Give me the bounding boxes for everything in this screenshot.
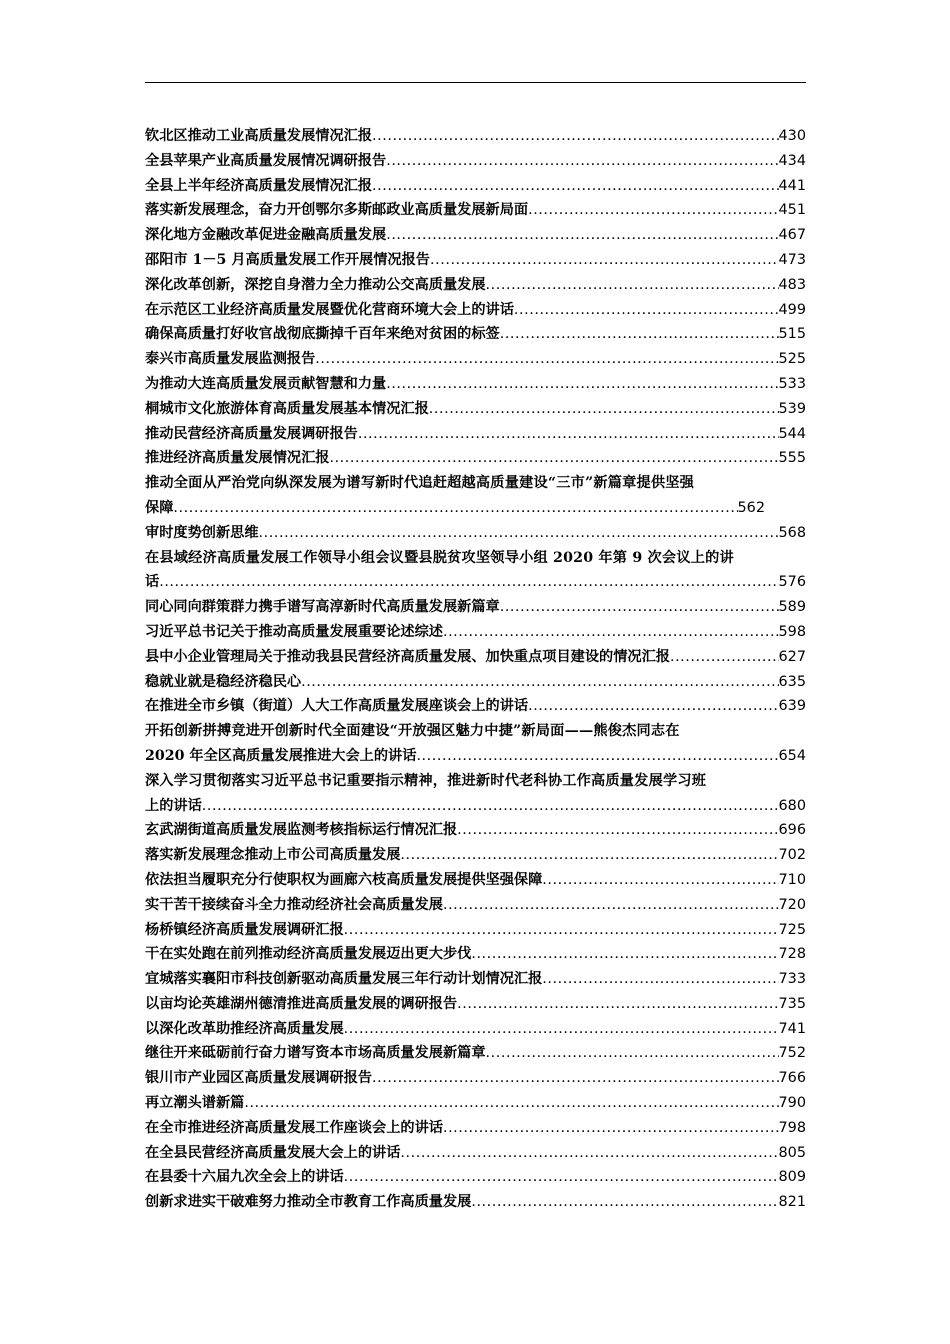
toc-entry-page-number: 430 bbox=[778, 128, 806, 144]
toc-entry-page-number: 720 bbox=[778, 896, 806, 913]
toc-entry-page-number: 434 bbox=[778, 152, 806, 169]
dot-leader bbox=[301, 670, 778, 695]
toc-entry-page-number: 499 bbox=[778, 301, 806, 318]
dot-leader bbox=[386, 372, 778, 397]
toc-entry-title: 推动民营经济高质量发展调研报告 bbox=[145, 425, 358, 442]
toc-entry-title: 依法担当履职充分行使职权为画廊六枝高质量发展提供坚强保障 bbox=[145, 871, 543, 888]
dot-leader bbox=[429, 397, 779, 422]
dot-leader bbox=[486, 1041, 779, 1066]
dot-leader bbox=[514, 298, 779, 323]
dot-leader bbox=[386, 149, 778, 174]
toc-entry-title: 县中小企业管理局关于推动我县民营经济高质量发展、加快重点项目建设的情况汇报 bbox=[145, 648, 670, 665]
dot-leader bbox=[400, 843, 778, 868]
dot-leader bbox=[329, 446, 778, 471]
toc-entry-page-number: 752 bbox=[778, 1045, 806, 1062]
toc-entry[interactable] bbox=[145, 595, 806, 620]
toc-entry-page-number: 544 bbox=[778, 425, 806, 442]
toc-entry-title: 稳就业就是稳经济稳民心 bbox=[145, 673, 302, 690]
toc-entry-title: 邵阳市 1－5 月高质量发展工作开展情况报告 bbox=[145, 251, 430, 268]
dot-leader bbox=[344, 918, 779, 943]
dot-leader bbox=[202, 794, 779, 819]
header-rule bbox=[145, 82, 806, 83]
toc-entry[interactable] bbox=[145, 967, 806, 992]
toc-entry[interactable] bbox=[145, 719, 806, 769]
toc-entry-page-number: 483 bbox=[778, 276, 806, 293]
toc-entry-title: 继往开来砥砺前行奋力谱写资本市场高质量发展新篇章 bbox=[145, 1045, 486, 1062]
toc-entry-page-number: 725 bbox=[778, 921, 806, 938]
toc-entry[interactable] bbox=[145, 521, 806, 546]
toc-entry-title-line: 在县域经济高质量发展工作领导小组会议暨县脱贫攻坚领导小组 2020 年第 9 次会议上的讲 bbox=[145, 549, 734, 566]
toc-entry-page-number: 576 bbox=[778, 574, 806, 591]
toc-entry[interactable] bbox=[145, 198, 806, 223]
toc-entry-page-number: 790 bbox=[778, 1095, 806, 1112]
toc-entry[interactable] bbox=[145, 248, 806, 273]
toc-entry-page-number: 654 bbox=[778, 747, 806, 764]
dot-leader bbox=[400, 1141, 778, 1166]
toc-entry-title: 实干苦干接续奋斗全力推动经济社会高质量发展 bbox=[145, 896, 443, 913]
toc-entry-title: 推进经济高质量发展情况汇报 bbox=[145, 450, 330, 467]
dot-leader bbox=[244, 1091, 778, 1116]
toc-entry-page-number: 467 bbox=[778, 227, 806, 244]
toc-entry[interactable] bbox=[145, 471, 806, 521]
toc-entry-page-number: 798 bbox=[778, 1119, 806, 1136]
toc-entry-title: 泰兴市高质量发展监测报告 bbox=[145, 351, 316, 368]
toc-entry[interactable] bbox=[145, 620, 806, 645]
toc-entry-title: 宜城落实襄阳市科技创新驱动高质量发展三年行动计划情况汇报 bbox=[145, 971, 543, 988]
toc-entry-title: 在推进全市乡镇（街道）人大工作高质量发展座谈会上的讲话 bbox=[145, 698, 529, 715]
dot-leader bbox=[528, 694, 778, 719]
dot-leader bbox=[430, 248, 779, 273]
dot-leader bbox=[173, 496, 737, 521]
dot-leader bbox=[416, 744, 778, 769]
toc-entry[interactable] bbox=[145, 1190, 806, 1215]
dot-leader bbox=[443, 620, 779, 645]
toc-entry[interactable] bbox=[145, 1091, 806, 1116]
toc-entry-title-line: 推动全面从严治党向纵深发展为谱写新时代追赶超越高质量建设“三市”新篇章提供坚强 bbox=[145, 475, 695, 492]
dot-leader bbox=[471, 942, 778, 967]
toc-entry-page-number: 696 bbox=[778, 822, 806, 839]
toc-entry[interactable] bbox=[145, 918, 806, 943]
toc-entry-title: 在全县民营经济高质量发展大会上的讲话 bbox=[145, 1144, 401, 1161]
toc-entry[interactable] bbox=[145, 670, 806, 695]
dot-leader bbox=[372, 174, 779, 199]
toc-entry-title: 落实新发展理念，奋力开创鄂尔多斯邮政业高质量发展新局面 bbox=[145, 202, 529, 219]
toc-entry[interactable] bbox=[145, 893, 806, 918]
toc-entry[interactable] bbox=[145, 124, 806, 149]
toc-entry[interactable] bbox=[145, 273, 806, 298]
toc-entry-page-number: 568 bbox=[778, 524, 806, 541]
toc-entry-page-number: 735 bbox=[778, 995, 806, 1012]
toc-entry-title: 杨桥镇经济高质量发展调研汇报 bbox=[145, 921, 344, 938]
toc-entry-title-line: 开拓创新拼搏竞进开创新时代全面建设“开放强区魅力中捷”新局面——熊俊杰同志在 bbox=[145, 723, 680, 740]
dot-leader bbox=[528, 198, 778, 223]
dot-leader bbox=[670, 645, 779, 670]
toc-entry-title: 在全市推进经济高质量发展工作座谈会上的讲话 bbox=[145, 1119, 443, 1136]
toc-entry-page-number: 702 bbox=[778, 847, 806, 864]
toc-entry-page-number: 639 bbox=[778, 698, 806, 715]
dot-leader bbox=[542, 967, 778, 992]
toc-entry-title-line: 深入学习贯彻落实习近平总书记重要指示精神，推进新时代老科协工作高质量发展学习班 bbox=[145, 772, 707, 789]
toc-entry-title: 审时度势创新思维 bbox=[145, 524, 259, 541]
toc-entry[interactable] bbox=[145, 843, 806, 868]
toc-entry[interactable] bbox=[145, 422, 806, 447]
toc-entry-title: 以亩均论英雄湖州德清推进高质量发展的调研报告 bbox=[145, 995, 458, 1012]
dot-leader bbox=[500, 595, 779, 620]
toc-entry-page-number: 741 bbox=[778, 1020, 806, 1037]
dot-leader bbox=[358, 422, 779, 447]
toc-entry[interactable] bbox=[145, 868, 806, 893]
dot-leader bbox=[344, 1017, 779, 1042]
toc-entry[interactable] bbox=[145, 694, 806, 719]
dot-leader bbox=[386, 223, 778, 248]
dot-leader bbox=[372, 124, 779, 149]
toc-entry-title: 深化改革创新，深挖自身潜力全力推动公交高质量发展 bbox=[145, 276, 486, 293]
toc-entry-page-number: 710 bbox=[778, 871, 806, 888]
toc-entry-title: 全县上半年经济高质量发展情况汇报 bbox=[145, 177, 373, 194]
toc-entry-title: 落实新发展理念推动上市公司高质量发展 bbox=[145, 847, 401, 864]
toc-entry-title: 钦北区推动工业高质量发展情况汇报 bbox=[145, 128, 373, 144]
toc-entry[interactable] bbox=[145, 1141, 806, 1166]
toc-entry[interactable] bbox=[145, 397, 806, 422]
toc-entry-title: 保障 bbox=[145, 499, 174, 516]
dot-leader bbox=[471, 1190, 778, 1215]
toc-entry-page-number: 589 bbox=[778, 599, 806, 616]
toc-entry-title: 2020 年全区高质量发展推进大会上的讲话 bbox=[145, 747, 417, 764]
toc-entry-page-number: 805 bbox=[778, 1144, 806, 1161]
dot-leader bbox=[486, 273, 779, 298]
toc-entry-title: 银川市产业园区高质量发展调研报告 bbox=[145, 1070, 373, 1087]
toc-entry[interactable] bbox=[145, 347, 806, 372]
toc-entry[interactable] bbox=[145, 446, 806, 471]
toc-entry-page-number: 728 bbox=[778, 946, 806, 963]
dot-leader bbox=[259, 521, 779, 546]
toc-entry-page-number: 533 bbox=[778, 375, 806, 392]
toc-entry-title: 上的讲话 bbox=[145, 797, 202, 814]
toc-entry-title: 同心同向群策群力携手谱写高淳新时代高质量发展新篇章 bbox=[145, 599, 500, 616]
toc-entry-page-number: 525 bbox=[778, 351, 806, 368]
toc-entry-title: 以深化改革助推经济高质量发展 bbox=[145, 1020, 344, 1037]
toc-entry-page-number: 515 bbox=[778, 326, 806, 343]
toc-entry[interactable] bbox=[145, 1066, 806, 1091]
table-of-contents bbox=[145, 124, 806, 1215]
toc-entry-page-number: 451 bbox=[778, 202, 806, 219]
toc-entry-page-number: 555 bbox=[778, 450, 806, 467]
toc-entry[interactable] bbox=[145, 769, 806, 819]
toc-entry-title: 再立潮头谱新篇 bbox=[145, 1095, 245, 1112]
toc-entry-page-number: 733 bbox=[778, 971, 806, 988]
toc-entry-title: 为推动大连高质量发展贡献智慧和力量 bbox=[145, 375, 387, 392]
toc-entry-title: 创新求进实干破难努力推动全市教育工作高质量发展 bbox=[145, 1194, 472, 1211]
dot-leader bbox=[443, 1116, 779, 1141]
dot-leader bbox=[457, 992, 778, 1017]
dot-leader bbox=[500, 322, 779, 347]
toc-entry-page-number: 539 bbox=[778, 400, 806, 417]
toc-entry[interactable] bbox=[145, 1165, 806, 1190]
toc-entry[interactable] bbox=[145, 1017, 806, 1042]
toc-entry-page-number: 627 bbox=[778, 648, 806, 665]
toc-entry[interactable] bbox=[145, 322, 806, 347]
toc-entry-title: 话 bbox=[145, 574, 160, 591]
dot-leader bbox=[542, 868, 778, 893]
toc-entry-page-number: 821 bbox=[778, 1194, 806, 1211]
toc-entry-page-number: 598 bbox=[778, 623, 806, 640]
toc-entry-page-number: 680 bbox=[778, 797, 806, 814]
toc-entry[interactable] bbox=[145, 223, 806, 248]
toc-entry[interactable] bbox=[145, 645, 806, 670]
toc-entry-page-number: 809 bbox=[778, 1169, 806, 1186]
toc-entry-title: 深化地方金融改革促进金融高质量发展 bbox=[145, 227, 387, 244]
toc-entry-title: 在示范区工业经济高质量发展暨优化营商环境大会上的讲话 bbox=[145, 301, 514, 318]
toc-entry[interactable] bbox=[145, 546, 806, 596]
toc-entry-title: 习近平总书记关于推动高质量发展重要论述综述 bbox=[145, 623, 443, 640]
toc-entry[interactable] bbox=[145, 818, 806, 843]
toc-entry-title: 干在实处跑在前列推动经济高质量发展迈出更大步伐 bbox=[145, 946, 472, 963]
dot-leader bbox=[344, 1165, 779, 1190]
toc-entry-page-number: 562 bbox=[737, 499, 765, 516]
toc-entry-page-number: 441 bbox=[778, 177, 806, 194]
toc-entry-title: 在县委十六届九次全会上的讲话 bbox=[145, 1169, 344, 1186]
toc-entry-title: 桐城市文化旅游体育高质量发展基本情况汇报 bbox=[145, 400, 429, 417]
dot-leader bbox=[443, 893, 779, 918]
dot-leader bbox=[372, 1066, 779, 1091]
toc-entry[interactable] bbox=[145, 992, 806, 1017]
dot-leader bbox=[457, 818, 778, 843]
toc-entry-title: 全县苹果产业高质量发展情况调研报告 bbox=[145, 152, 387, 169]
toc-entry[interactable] bbox=[145, 942, 806, 967]
toc-entry-page-number: 766 bbox=[778, 1070, 806, 1087]
dot-leader bbox=[315, 347, 778, 372]
toc-entry[interactable] bbox=[145, 1116, 806, 1141]
toc-entry-page-number: 635 bbox=[778, 673, 806, 690]
toc-entry[interactable] bbox=[145, 372, 806, 397]
toc-entry-title: 确保高质量打好收官战彻底撕掉千百年来绝对贫困的标签 bbox=[145, 326, 500, 343]
toc-entry-title: 玄武湖街道高质量发展监测考核指标运行情况汇报 bbox=[145, 822, 458, 839]
dot-leader bbox=[159, 570, 778, 595]
toc-entry[interactable] bbox=[145, 1041, 806, 1066]
toc-entry[interactable] bbox=[145, 149, 806, 174]
toc-entry[interactable] bbox=[145, 174, 806, 199]
toc-entry[interactable] bbox=[145, 298, 806, 323]
toc-entry-page-number: 473 bbox=[778, 251, 806, 268]
